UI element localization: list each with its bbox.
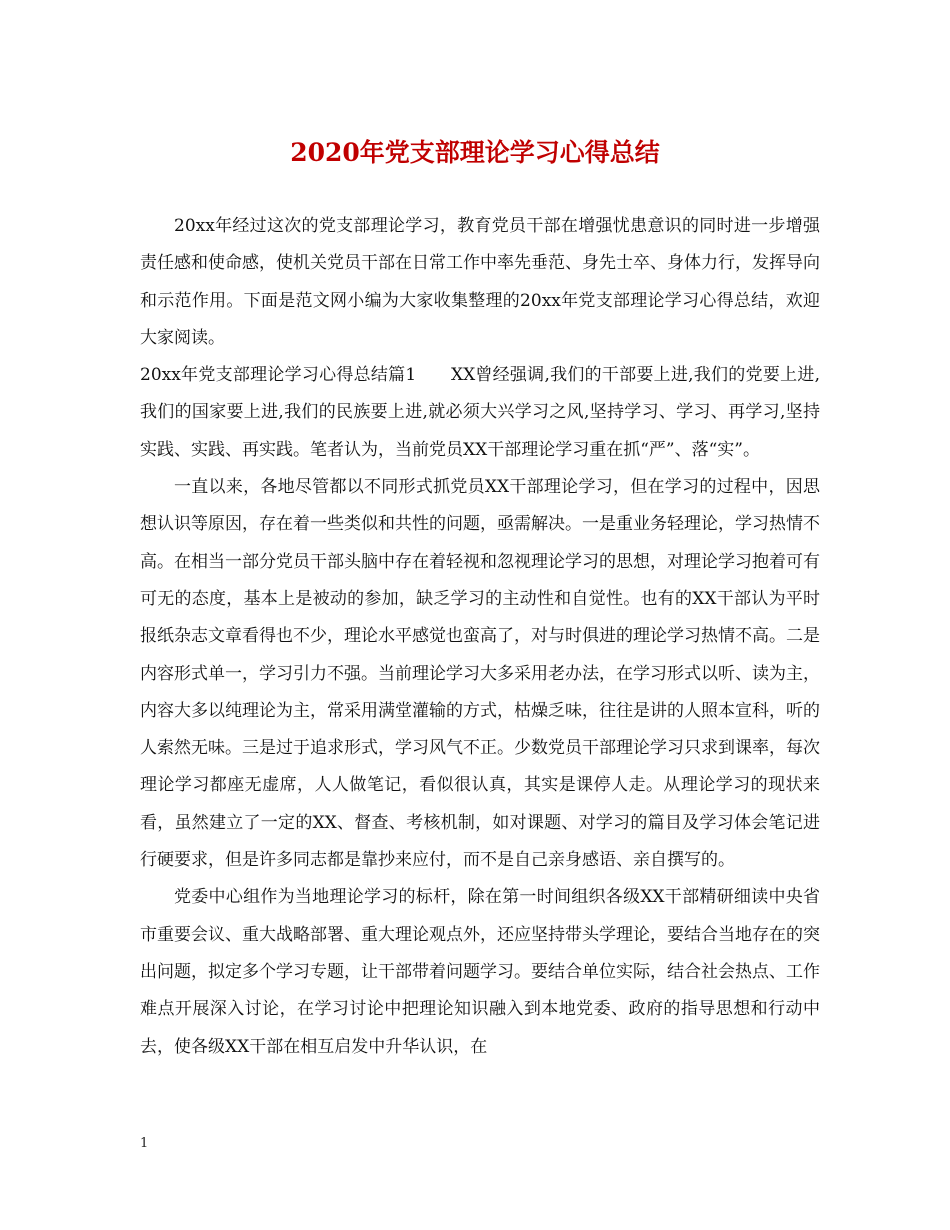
page-number: 1 bbox=[140, 1136, 149, 1151]
paragraph-central-group: 党委中心组作为当地理论学习的标杆，除在第一时间组织各级XX干部精研细读中央省市重要会议、重大战略部署、重大理论观点外，还应坚持带头学理论，要结合当地存在的突出问题，拟定多个学习专题，让干部带着问题学习。要结合单位实际，结合社会热点、工作难点开展深入讨论，在学习讨论中把理论知识融入到本地党委、政府的指导思想和行动中去，使各级XX干部在相互启发中升华认识，在 bbox=[140, 887, 820, 1057]
document-body bbox=[140, 208, 820, 1066]
page-title: 2020年党支部理论学习心得总结 bbox=[290, 138, 660, 167]
paragraph-article-one: 20xx年党支部理论学习心得总结篇1 XX曾经强调,我们的干部要上进,我们的党要上进,我们的国家要上进,我们的民族要上进,就必须大兴学习之风,坚持学习、学习、再学习,坚持实践、实践、再实践。笔者认为，当前党员XX干部理论学习重在抓“严”、落“实”。 bbox=[140, 365, 820, 460]
paragraph-problems: 一直以来，各地尽管都以不同形式抓党员XX干部理论学习，但在学习的过程中，因思想认识等原因，存在着一些类似和共性的问题，亟需解决。一是重业务轻理论，学习热情不高。在相当一部分党员干部头脑中存在着轻视和忽视理论学习的思想，对理论学习抱着可有可无的态度，基本上是被动的参加，缺乏学习的主动性和自觉性。也有的XX干部认为平时报纸杂志文章看得也不少，理论水平感觉也蛮高了，对与时俱进的理论学习热情不高。二是内容形式单一，学习引力不强。当前理论学习大多采用老办法，在学习形式以听、读为主，内容大多以纯理论为主，常采用满堂灌输的方式，枯燥乏味，往往是讲的人照本宣科，听的人索然无味。三是过于追求形式，学习风气不正。少数党员干部理论学习只求到课率，每次理论学习都座无虚席，人人做笔记，看似很认真，其实是课停人走。从理论学习的现状来看，虽然建立了一定的XX、督查、考核机制，如对课题、对学习的篇目及学习体会笔记进行硬要求，但是许多同志都是靠抄来应付，而不是自己亲身感语、亲自撰写的。 bbox=[140, 477, 820, 871]
paragraph-intro: 20xx年经过这次的党支部理论学习，教育党员干部在增强忧患意识的同时进一步增强责任感和使命感，使机关党员干部在日常工作中率先垂范、身先士卒、身体力行，发挥导向和示范作用。下面是范文网小编为大家收集整理的20xx年党支部理论学习心得总结，欢迎大家阅读。 bbox=[140, 216, 820, 348]
